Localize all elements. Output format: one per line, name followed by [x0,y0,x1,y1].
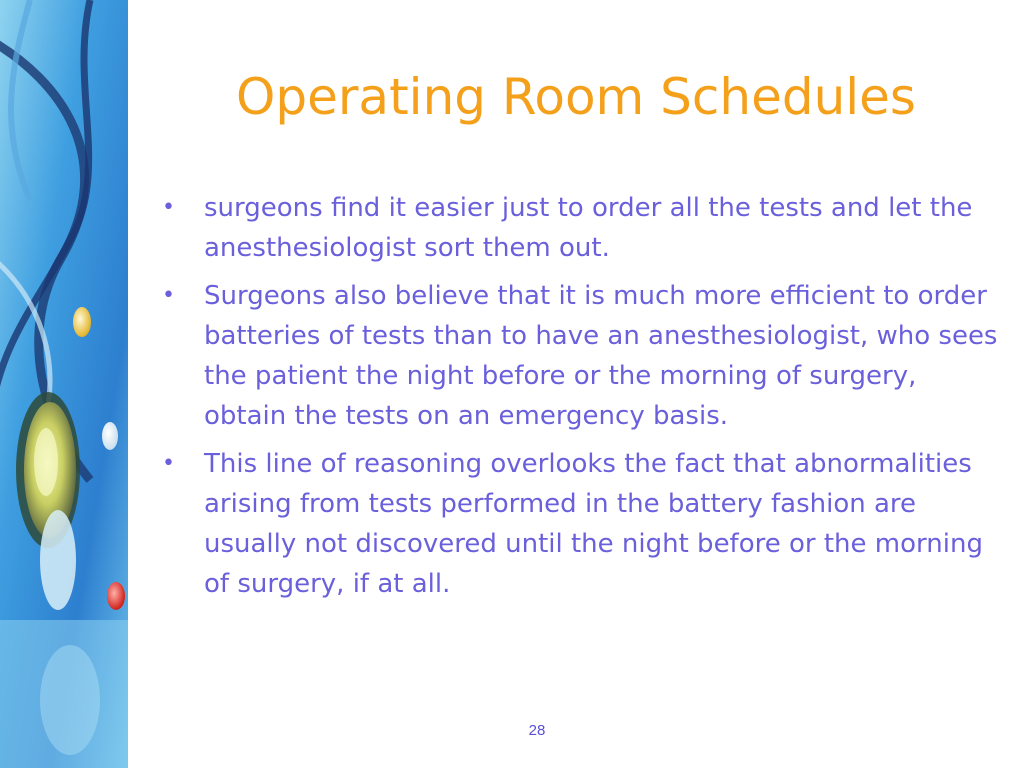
bullet-dot-icon: • [162,451,175,476]
bullet-dot-icon: • [162,283,175,308]
bullet-item [162,444,1002,604]
bullet-item [162,276,1002,436]
page-number: 28 [528,722,546,739]
bullet-text: This line of reasoning overlooks the fact that abnormalities arising from tests performed in the battery fashion are usually not discovered until the night before or the morning of surgery, if at all. [204,449,983,599]
bullet-list [162,188,1002,612]
bullet-text: surgeons find it easier just to order all the tests and let the anesthesiologist sort them out. [204,193,973,263]
slide-title: Operating Room Schedules [236,68,916,126]
bullet-text: Surgeons also believe that it is much more efficient to order batteries of tests than to have an anesthesiologist, who sees the patient the night before or the morning of surgery, obtain the tests on an emergency basis. [204,281,998,431]
bullet-item [162,188,1002,268]
bullet-dot-icon: • [162,195,175,220]
stethoscope-pills-image [0,0,128,768]
